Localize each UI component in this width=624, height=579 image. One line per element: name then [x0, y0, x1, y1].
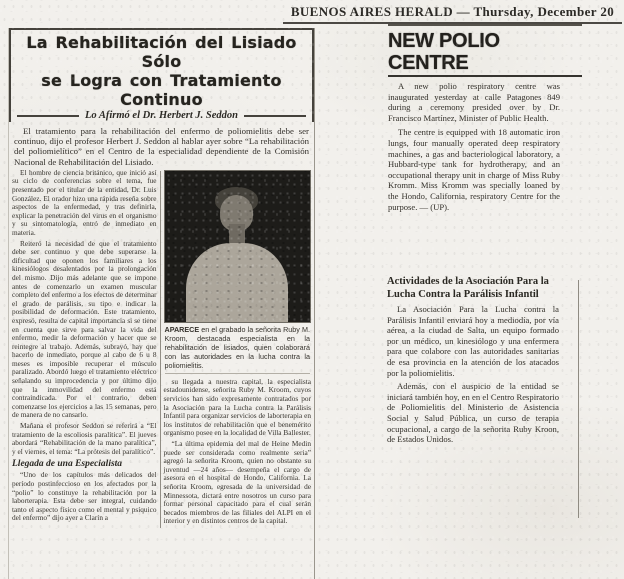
paragraph: “Uno de los capítulos más delicados del período postinfeccioso en los afectados por la “polio” lo constituye la rehabilitación por la laborterapia. Esta debe ser integral, cuidando tanto el aspecto físico como el mental y psíquico del enfermo” dijo ayer a Clarín a: [12, 470, 157, 523]
main-headline-line-2: se Logra con Tratamiento Continuo: [41, 71, 282, 109]
portrait-photo: [165, 171, 310, 322]
column-rule-right-edge: [578, 280, 579, 518]
paragraph: Mañana el profesor Seddon se referirá a “El tratamiento de la escoliosis paralítica”. El jueves abordará “Rehabilitación de la mano paralítica”, y el viernes, el tema: “La prótesis del paralítico”.: [12, 421, 157, 456]
byline: Lo Afirmó el Dr. Herbert J. Seddon: [84, 110, 239, 121]
asociacion-article: [387, 276, 583, 448]
column-left: [12, 169, 157, 528]
paragraph: Además, con el auspicio de la entidad se iniciará también hoy, en en el Centro Respiratorio de Poliomielitis del Ministerio de Asistencia Social y Salud Pública, un curso de terapia ocupacional, a cargo de la señorita Ruby Kroon, de Estados Unidos.: [387, 381, 559, 445]
photo-caption: [165, 325, 310, 374]
column-right: [164, 169, 311, 528]
paragraph: su llegada a nuestra capital, la especialista estadounidense, señorita Ruby M. Kroom, cuyos servicios han sido expresamente contratados por la Asociación para la Lucha contra la Parálisis Infantil para organizar servicios de laborterapia en los institutos de rehabilitación que el benemérito organismo posee en la localidad de Villa Ballester.: [163, 376, 311, 438]
main-headline-line-1: La Rehabilitación del Lisiado Sólo: [26, 33, 297, 71]
byline-rule-left: [17, 115, 79, 117]
byline-row: [17, 110, 306, 121]
byline-rule-right: [244, 115, 306, 117]
photo-grain-overlay: [165, 171, 310, 322]
masthead: BUENOS AIRES HERALD — Thursday, December 20: [283, 4, 622, 24]
paragraph: “La última epidemia del mal de Heine Medin puede ser considerada como realmente seria” agregó la señorita Kroom, quien no obstante su juventud —24 años— desempeña el cargo de asesora en el hospital de Hondo, California. La señorita Kroom, egresada de la universidad de Minnessota, dictará entre nosotros un curso para formar personal capacitado para el cual serán becados miembros de las filiales del ALPI en el interior y en distintos centros de la capital.: [163, 438, 311, 526]
article-columns: [12, 169, 311, 528]
paragraph: The centre is equipped with 18 automatic iron lungs, four manually operated deep respiratory machines, a gas and bacteriological laboratory, a Hubbard-type tank for hydrotherapy, and an occupational therapy unit in charge of Miss Ruby Kromm. Miss Kromm was specially loaned by the Hondo, California, respiratory Centre for the purpose. — (UP).: [388, 127, 560, 212]
section-header: Llegada de una Especialista: [12, 459, 123, 470]
paragraph: Reiteró la necesidad de que el tratamiento debe ser continuo y que debe superarse la dificultad que oponen los familiares a los kinesiólogos desalentados por la prolongación del mismo. Dijo más adelante que se impone antes de comenzarlo un examen muscular completo del enfermo a los efectos de determinar el grado de parálisis, su tipo e indicar la posibilidad de deformación. Este tratamiento, expresó, resulta de capital importancia si se tiene en cuenta que sirve para salvar la vida del enfermo, medir la deformación y hacer que se reintegre al trabajo. Además, subrayó, hay que hacerlo de inmediato, porque al cabo de 6 u 8 meses es imposible recuperar el músculo paralizado. Abordó luego el tratamiento eléctrico señalando su improcedencia y por último dijo que la inmovilidad del enfermo está contraindicada. Por el contrario, deben comenzarse los ejercicios a las 15 semanas, pero de manera de no cansarlo.: [12, 238, 157, 420]
main-article: [8, 28, 315, 579]
asociacion-headline: Actividades de la Asociación Para la Lucha Contra la Parálisis Infantil: [387, 276, 549, 300]
lead-paragraph: El tratamiento para la rehabilitación del enfermo de poliomielitis debe ser continuo, dijo el profesor Herbert J. Seddon al hablar ayer sobre “La rehabilitación del poliomielítico” en el Centro de la especialidad dependiente de la Comisión Nacional de Rehabilitación del Lisiado.: [14, 126, 309, 167]
paragraph: La Asociación Para la Lucha contra la Parálisis Infantil enviará hoy a mediodía, por vía aérea, a la ciudad de Salta, un equipo formado por un médico, un kinesiólogo y una enfermera para que colabore con las autoridades sanitarias de esa provincia en la atención de los atacados por la poliomielitis.: [387, 304, 559, 378]
paragraph: A new polio respiratory centre was inaugurated yesterday at calle Patagones 849 during a ceremony presided over by Dr. Francisco Martínez, Minister of Public Health.: [388, 81, 560, 123]
new-polio-centre-article: [388, 24, 582, 216]
main-headline-box: [9, 28, 314, 122]
column-divider: [160, 171, 161, 528]
photo-caption-text: en el grabado la señorita Ruby M. Kroom, destacada especialista en la rehabilitación de lisiados, quien colaborará con las autoridades en la lucha contra la poliomielitis.: [164, 324, 310, 370]
paragraph: El hombre de ciencia británico, que inició así su ciclo de conferencias sobre el tema, fue presentado por el titular de la entidad, Dr. Luis González. El orador hizo una rápida reseña sobre aspectos de la enfermedad, y tras definirla, explicar la penetración del virus en el organismo y su sintomatología, entró de inmediato en materia.: [12, 167, 157, 237]
polio-headline: NEW POLIO CENTRE: [388, 30, 582, 77]
photo-caption-lead: APARECE: [164, 324, 200, 334]
